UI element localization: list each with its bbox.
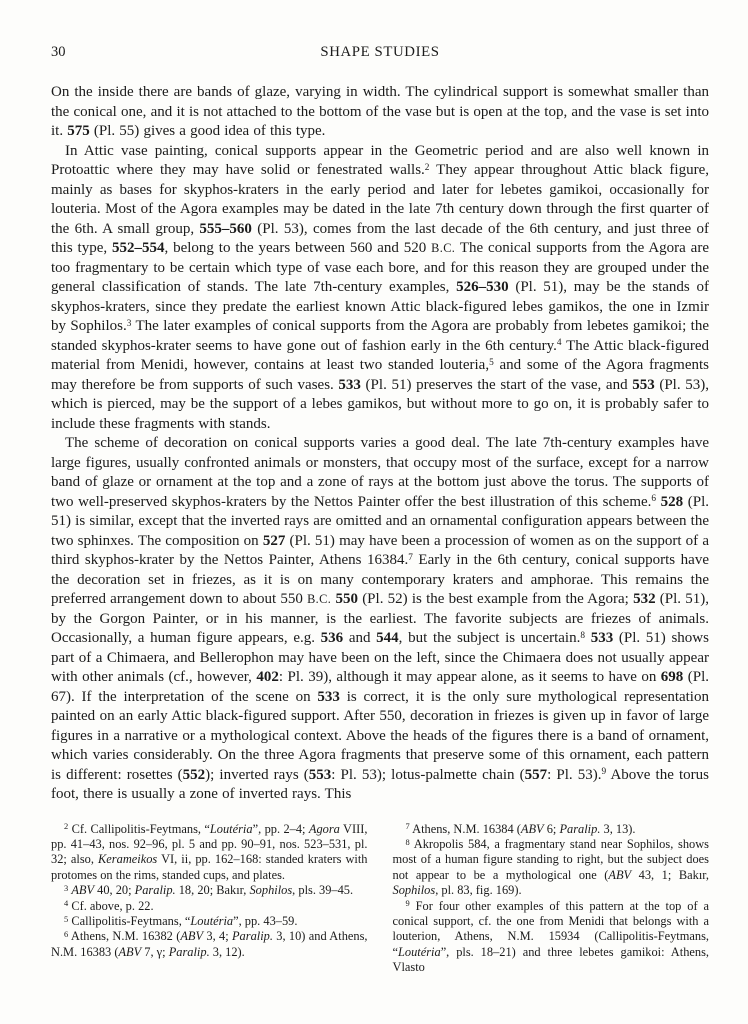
footnote-4: $^4$ Cf. above, p. 22. [64, 898, 154, 913]
paragraph-1: On the inside there are bands of glaze, varying in width. The cylindrical support is somewhat smaller than the conical one, and it is not attached to the bottom of the vase but is open at the top, and the vase is set into it. 575 (Pl. 55) gives a good idea of this type. [51, 84, 709, 139]
body-text [51, 83, 709, 805]
footnote-8: $^8$ Akropolis 584, a fragmentary stand near Sophilos, shows most of a human figure standing to right, but the subject does not appear to be a mythological one (ABV 43, 1; Bakır, Sophilos, pl. 83, fig. 169). [392, 836, 709, 898]
running-head: SHAPE STUDIES [320, 44, 440, 60]
footnote-7: $^7$ Athens, N.M. 16384 (ABV 6; Paralip. 3, 13). [405, 821, 636, 836]
footnote-2: $^2$ Cf. Callipolitis-Feytmans, “Loutéria”, pp. 2–4; Agora VIII, pp. 41–43, nos. 92–96, pl. 5 and pp. 90–91, nos. 523–531, pl. 32; also, Kerameikos VI, ii, pp. 162–168: standed kraters with protomes on the rims, standed cups, and plates. [51, 821, 368, 882]
page-number: 30 [51, 44, 66, 60]
page-header [51, 44, 709, 62]
footnotes-right-column [393, 822, 710, 976]
footnote-5: $^5$ Callipolitis-Feytmans, “Loutéria”, pp. 43–59. [64, 913, 298, 928]
paragraph-3: The scheme of decoration on conical supports varies a good deal. The late 7th-century examples have large figures, usually confronted animals or monsters, that occupy most of the surface, except for a narrow band of glaze or ornament at the top and a zone of rays at the bottom just above the torus. The supports of two well-preserved skyphos-kraters by the Nettos Painter offer the best illustration of this scheme.$^6$ 528 (Pl. 51) is similar, except that the inverted rays are omitted and an ornamental configuration appears between the two sphinxes. The composition on 527 (Pl. 51) may have been a procession of women as on the support of a third skyphos-krater by the Nettos Painter, Athens 16384.$^7$ Early in the 6th century, conical supports have the decoration set in friezes, as it is on many contemporary kraters and amphorae. This remains the preferred arrangement down to about 550 B.C. 550 (Pl. 52) is the best example from the Agora; 532 (Pl. 51), by the Gorgon Painter, or in his manner, is the earliest. The favorite subjects are friezes of animals. Occasionally, a human figure appears, e.g. 536 and 544, but the subject is uncertain.$^8$ 533 (Pl. 51) shows part of a Chimaera, and Bellerophon may have been on the left, since the Chimaera does not usually appear with other animals (cf., however, 402: Pl. 39), although it may appear alone, as it seems to have on 698 (Pl. 67). If the interpretation of the scene on 533 is correct, it is the only sure mythological representation painted on an early Attic black-figured support. After 550, decoration in friezes is given up in favor of large figures in a narrative or a mythological context. Above the heads of the figures there is a band of ornament, which varies considerably. On the three Agora fragments that preserve some of this ornament, each pattern is different: rosettes (552); inverted rays (553: Pl. 53); lotus-palmette chain (557: Pl. 53).$^9$ Above the torus foot, there is usually a zone of inverted rays. This [51, 435, 710, 802]
footnote-3: $^3$ ABV 40, 20; Paralip. 18, 20; Bakır, Sophilos, pls. 39–45. [64, 882, 354, 898]
paragraph-2: In Attic vase painting, conical supports appear in the Geometric period and are also well known in Protoattic where they may have solid or fenestrated walls.$^2$ They appear throughout Attic black figure, mainly as bases for skyphos-kraters in the early period and later for lebetes gamikoi, occasionally for louteria. Most of the Agora examples may be dated in the late 7th century down through the first quarter of the 6th. A small group, 555–560 (Pl. 53), comes from the last decade of the 6th century, and just three of this type, 552–554, belong to the years between 560 and 520 B.C. The conical supports from the Agora are too fragmentary to be certain which type of vase each bore, and for this reason they are grouped under the general classification of stands. The late 7th-century examples, 526–530 (Pl. 51), may be the stands of skyphos-kraters, since they predate the earliest known Attic black-figured lebes gamikos, the one in Izmir by Sophilos.$^3$ The later examples of conical supports from the Agora are probably from lebetes gamikoi; the standed skyphos-krater seems to have gone out of fashion early in the 6th century.$^4$ The Attic black-figured material from Menidi, however, contains at least two standed louteria,$^5$ and some of the Agora fragments may therefore be from supports of such vases. 533 (Pl. 51) preserves the start of the vase, and 553 (Pl. 53), which is pierced, may be the support of a lebes gamikos, but without more to go on, it is probably safer to include these fragments with stands. [51, 142, 709, 432]
footnotes [51, 822, 709, 976]
footnote-9: $^9$ For four other examples of this pattern at the top of a conical support, cf. the one from Menidi that belongs with a louterion, Athens, N.M. 15934 (Callipolitis-Feytmans, “Loutéria”, pls. 18–21) and three lebetes gamikoi: Athens, Vlasto [392, 898, 709, 975]
footnotes-left-column [51, 822, 368, 976]
footnote-6: $^6$ Athens, N.M. 16382 (ABV 3, 4; Paralip. 3, 10) and Athens, N.M. 16383 (ABV 7, γ; Paralip. 3, 12). [51, 929, 368, 959]
